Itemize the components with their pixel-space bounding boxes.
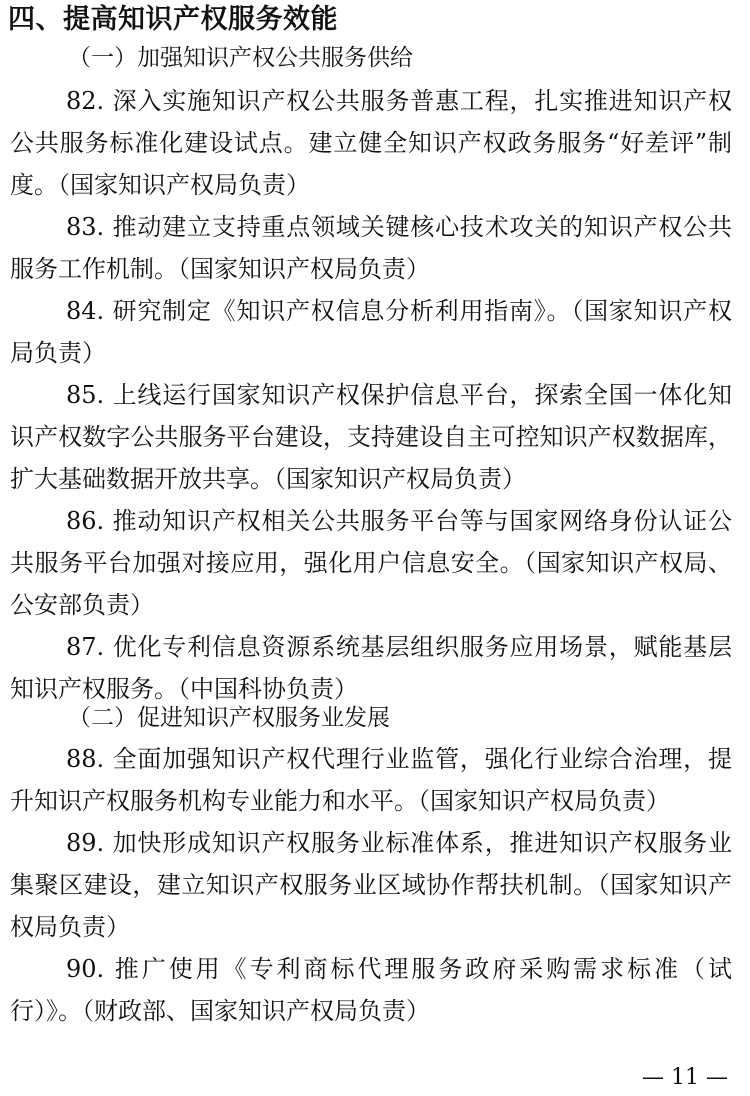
item-85: [10, 374, 732, 500]
item-number: 84.: [66, 297, 105, 325]
item-number: 88.: [66, 745, 105, 773]
section-title: 四、提高知识产权服务效能: [8, 4, 338, 35]
item-number: 87.: [66, 633, 105, 661]
item-text: 推动建立支持重点领域关键核心技术攻关的知识产权公共服务工作机制。（国家知识产权局负责）: [10, 213, 732, 283]
item-number: 83.: [66, 213, 105, 241]
item-text: 上线运行国家知识产权保护信息平台，探索全国一体化知识产权数字公共服务平台建设，支持建设自主可控知识产权数据库，扩大基础数据开放共享。（国家知识产权局负责）: [10, 381, 732, 493]
item-84: [10, 290, 732, 374]
item-text: 深入实施知识产权公共服务普惠工程，扎实推进知识产权公共服务标准化建设试点。建立健全知识产权政务服务“好差评”制度。（国家知识产权局负责）: [10, 87, 732, 199]
item-text: 推广使用《专利商标代理服务政府采购需求标准（试行）》。（财政部、国家知识产权局负责）: [10, 955, 732, 1025]
item-text: 推动知识产权相关公共服务平台等与国家网络身份认证公共服务平台加强对接应用，强化用户信息安全。（国家知识产权局、公安部负责）: [10, 507, 732, 619]
item-86: [10, 500, 732, 626]
page-number: — 11 —: [642, 1065, 728, 1090]
item-88: [10, 738, 732, 822]
item-number: 90.: [66, 955, 105, 983]
item-83: [10, 206, 732, 290]
item-87: [10, 626, 732, 710]
item-text: 优化专利信息资源系统基层组织服务应用场景，赋能基层知识产权服务。（中国科协负责）: [10, 633, 732, 703]
item-89: [10, 822, 732, 948]
item-text: 研究制定《知识产权信息分析利用指南》。（国家知识产权局负责）: [10, 297, 732, 367]
item-number: 86.: [66, 507, 105, 535]
subsection-heading-2: （二）促进知识产权服务业发展: [68, 705, 390, 731]
item-text: 加快形成知识产权服务业标准体系，推进知识产权服务业集聚区建设，建立知识产权服务业区域协作帮扶机制。（国家知识产权局负责）: [10, 829, 732, 941]
item-text: 全面加强知识产权代理行业监管，强化行业综合治理，提升知识产权服务机构专业能力和水平。（国家知识产权局负责）: [10, 745, 732, 815]
item-number: 82.: [66, 87, 105, 115]
subsection-heading-1: （一）加强知识产权公共服务供给: [68, 45, 413, 71]
item-number: 85.: [66, 381, 105, 409]
item-82: [10, 80, 732, 206]
item-90: [10, 948, 732, 1032]
item-number: 89.: [66, 829, 105, 857]
